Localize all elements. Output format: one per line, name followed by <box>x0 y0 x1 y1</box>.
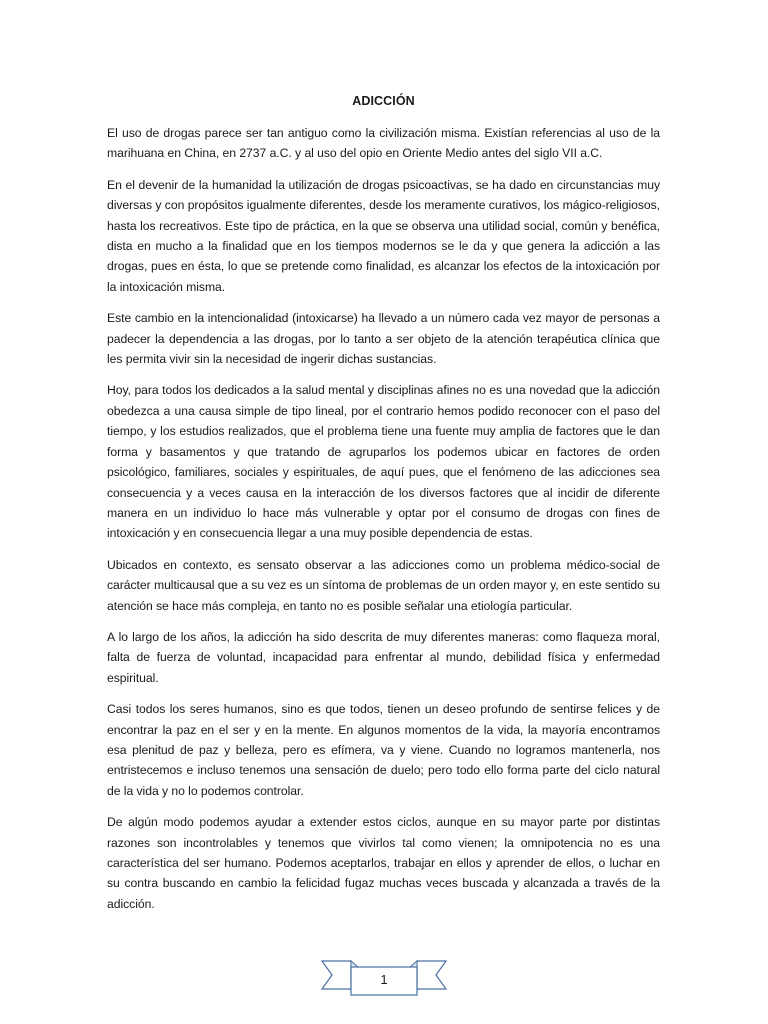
document-title: ADICCIÓN <box>352 94 415 108</box>
paragraph-8: De algún modo podemos ayudar a extender estos ciclos, aunque en su mayor parte por distintas razones son incontrolables y tenemos que vivirlos tal como vienen; la omnipotencia no es una característica del ser humano. Podemos aceptarlos, trabajar en ellos y aprender de ellos, o luchar en su contra buscando en cambio la felicidad fugaz muchas veces buscada y alcanzada a través de la adicción. <box>107 815 660 911</box>
paragraph-3: Este cambio en la intencionalidad (intoxicarse) ha llevado a un número cada vez mayor de personas a padecer la dependencia a las drogas, por lo tanto a ser objeto de la atención terapéutica clínica que les permita vivir sin la necesidad de ingerir dichas sustancias. <box>107 311 660 367</box>
page-footer <box>318 955 450 1001</box>
document-body <box>107 93 660 925</box>
paragraph-7: Casi todos los seres humanos, sino es que todos, tienen un deseo profundo de sentirse felices y de encontrar la paz en el ser y en la mente. En algunos momentos de la vida, la mayoría encontramos esa plenitud de paz y belleza, pero es efímera, va y viene. Cuando no logramos mantenerla, nos entristecemos e incluso tenemos una sensación de duelo; pero todo ello forma parte del ciclo natural de la vida y no lo podemos controlar. <box>107 702 660 798</box>
paragraph-4: Hoy, para todos los dedicados a la salud mental y disciplinas afines no es una novedad que la adicción obedezca a una causa simple de tipo lineal, por el contrario hemos podido reconocer con el paso del tiempo, y los estudios realizados, que el problema tiene una fuente muy amplia de factores que le dan forma y basamentos y que tratando de agruparlos los podemos ubicar en factores de orden psicológico, familiares, sociales y espirituales, de aquí pues, que el fenómeno de las adicciones sea consecuencia y a veces causa en la interacción de los diversos factores que al incidir de diferente manera en un individuo lo hace más vulnerable y optar por el consumo de drogas con fines de intoxicación y en consecuencia llegar a una muy posible dependencia de estas. <box>107 383 660 541</box>
paragraph-6: A lo largo de los años, la adicción ha sido descrita de muy diferentes maneras: como flaqueza moral, falta de fuerza de voluntad, incapacidad para enfrentar al mundo, debilidad física y enfermedad espiritual. <box>107 629 660 685</box>
paragraph-2: En el devenir de la humanidad la utilización de drogas psicoactivas, se ha dado en circunstancias muy diversas y con propósitos igualmente diferentes, desde los meramente curativos, los mágico-religiosos, hasta los recreativos. Este tipo de práctica, en la que se observa una utilidad social, común y benéfica, dista en mucho a la finalidad que en los tiempos modernos se le da y que genera la adicción a las drogas, pues en ésta, lo que se pretende como finalidad, es alcanzar los efectos de la intoxicación por la intoxicación misma. <box>107 177 660 294</box>
page-number: 1 <box>380 972 388 987</box>
paragraph-5: Ubicados en contexto, es sensato observar a las adicciones como un problema médico-social de carácter multicausal que a su vez es un síntoma de problemas de un orden mayor y, en este sentido su atención se hace más compleja, en tanto no es posible señalar una etiología particular. <box>107 557 660 613</box>
paragraph-1: El uso de drogas parece ser tan antiguo como la civilización misma. Existían referencias al uso de la marihuana en China, en 2737 a.C. y al uso del opio en Oriente Medio antes del siglo VII a.C. <box>107 126 660 161</box>
